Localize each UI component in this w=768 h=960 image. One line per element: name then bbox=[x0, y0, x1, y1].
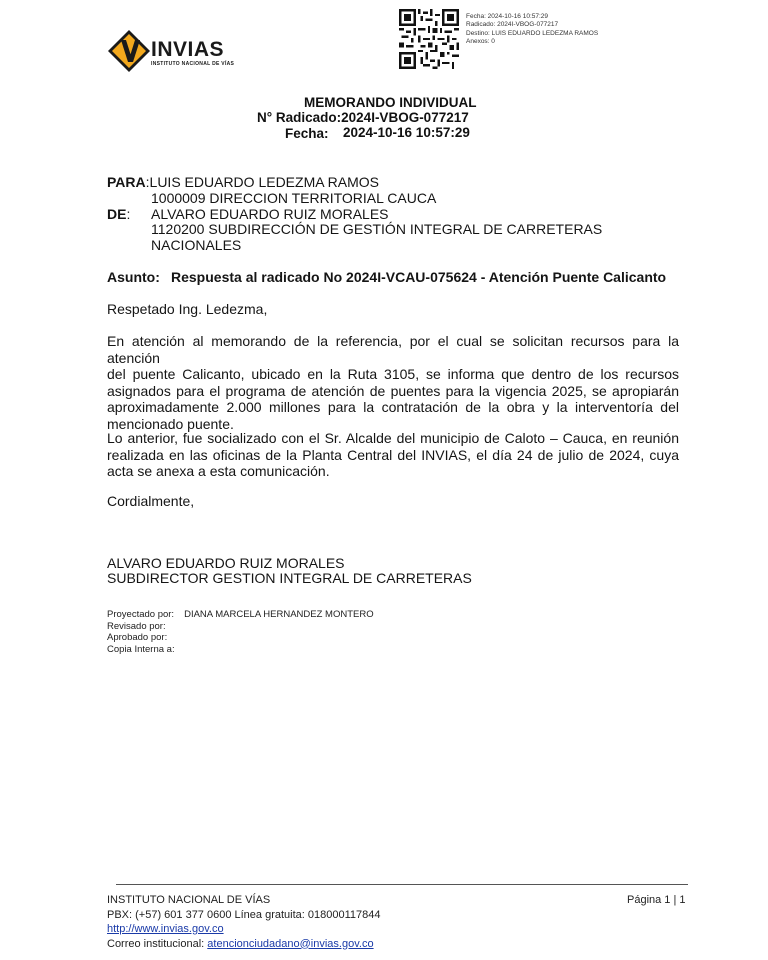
logo-wordmark: INVIAS bbox=[151, 38, 225, 61]
para-line bbox=[107, 174, 379, 191]
paragraph-1-line: del puente Calicanto, ubicado en la Ruta 3105, se informa que dentro de los recursos bbox=[107, 366, 679, 382]
paragraph-1-line: asignados para el programa de atención de puentes para la vigencia 2025, se apropiarán bbox=[107, 382, 679, 399]
footer-email-row bbox=[107, 937, 381, 952]
de-label: DE bbox=[107, 206, 127, 222]
greeting: Respetado Ing. Ledezma, bbox=[107, 301, 268, 317]
paragraph-2-line: Lo anterior, fue socializado con el Sr. Alcalde del municipio de Caloto – Cauca, en reunión bbox=[107, 430, 679, 446]
copia-label: Copia Interna a: bbox=[107, 643, 175, 655]
aprobado-label: Aprobado por: bbox=[107, 632, 168, 643]
logo-subtitle: INSTITUTO NACIONAL DE VÍAS bbox=[151, 61, 235, 67]
de-line bbox=[107, 206, 130, 223]
stamp-date: Fecha: 2024-10-16 10:57:29 bbox=[466, 13, 549, 20]
proyectado-row bbox=[107, 609, 374, 621]
date-value: 2024-10-16 10:57:29 bbox=[343, 125, 470, 140]
credits-block bbox=[107, 609, 374, 655]
proyectado-value: DIANA MARCELA HERNANDEZ MONTERO bbox=[184, 609, 374, 620]
footer-phone: PBX: (+57) 601 377 0600 Línea gratuita: 018000117844 bbox=[107, 908, 381, 921]
subject-text: Respuesta al radicado No 2024I-VCAU-075624 - Atención Puente Calicanto bbox=[171, 269, 667, 285]
paragraph-2-line: acta se anexa a esta comunicación. bbox=[107, 463, 330, 479]
footer-email-label: Correo institucional: bbox=[107, 937, 208, 950]
paragraph-2-line: realizada en las oficinas de la Planta Central del INVIAS, el día 24 de julio de 2024, cuya bbox=[107, 446, 679, 463]
stamp-anexos: Anexos: 0 bbox=[466, 37, 495, 45]
revisado-label: Revisado por: bbox=[107, 620, 166, 632]
footer-website-link[interactable]: http://www.invias.gov.co bbox=[107, 923, 224, 935]
date-label: Fecha: bbox=[285, 126, 329, 141]
radicado-number: N° Radicado:2024I-VBOG-077217 bbox=[257, 110, 469, 125]
para-dependency: 1000009 DIRECCION TERRITORIAL CAUCA bbox=[151, 190, 437, 206]
footer-org: INSTITUTO NACIONAL DE VÍAS bbox=[107, 894, 271, 906]
stamp-destino: Destino: LUIS EDUARDO LEDEZMA RAMOS bbox=[466, 29, 599, 37]
de-dependency-cont: NACIONALES bbox=[151, 237, 242, 253]
de-dependency: 1120200 SUBDIRECCIÓN DE GESTIÓN INTEGRAL DE CARRETERAS bbox=[151, 221, 603, 237]
de-sender: ALVARO EDUARDO RUIZ MORALES bbox=[151, 206, 389, 222]
footer-block bbox=[107, 893, 381, 951]
page-number: Página 1 | 1 bbox=[627, 894, 686, 906]
paragraph-1-line: mencionado puente. bbox=[107, 415, 234, 432]
paragraph-1-line: aproximadamente 2.000 millones para la contratación de la obra y la interventoría del bbox=[107, 399, 679, 415]
paragraph-2 bbox=[107, 430, 679, 480]
de-colon: : bbox=[126, 206, 131, 222]
closing: Cordialmente, bbox=[107, 493, 195, 509]
para-recipient: :LUIS EDUARDO LEDEZMA RAMOS bbox=[145, 174, 380, 190]
signer-name: ALVARO EDUARDO RUIZ MORALES bbox=[107, 555, 345, 571]
filing-stamp bbox=[466, 13, 598, 46]
qr-code-icon bbox=[399, 9, 459, 69]
para-label: PARA bbox=[107, 174, 146, 190]
memo-title: MEMORANDO INDIVIDUAL bbox=[304, 95, 477, 110]
signer-role: SUBDIRECTOR GESTION INTEGRAL DE CARRETERAS bbox=[107, 570, 472, 586]
stamp-radicado: Radicado: 2024I-VBOG-077217 bbox=[466, 21, 559, 29]
paragraph-1-line: En atención al memorando de la referencia, por el cual se solicitan recursos para la atención bbox=[107, 333, 679, 366]
subject-label: Asunto: bbox=[107, 269, 160, 285]
footer-divider bbox=[116, 884, 688, 885]
footer-email-link[interactable]: atencionciudadano@invias.gov.co bbox=[207, 937, 374, 950]
paragraph-1 bbox=[107, 333, 679, 432]
proyectado-label: Proyectado por: bbox=[107, 609, 175, 620]
